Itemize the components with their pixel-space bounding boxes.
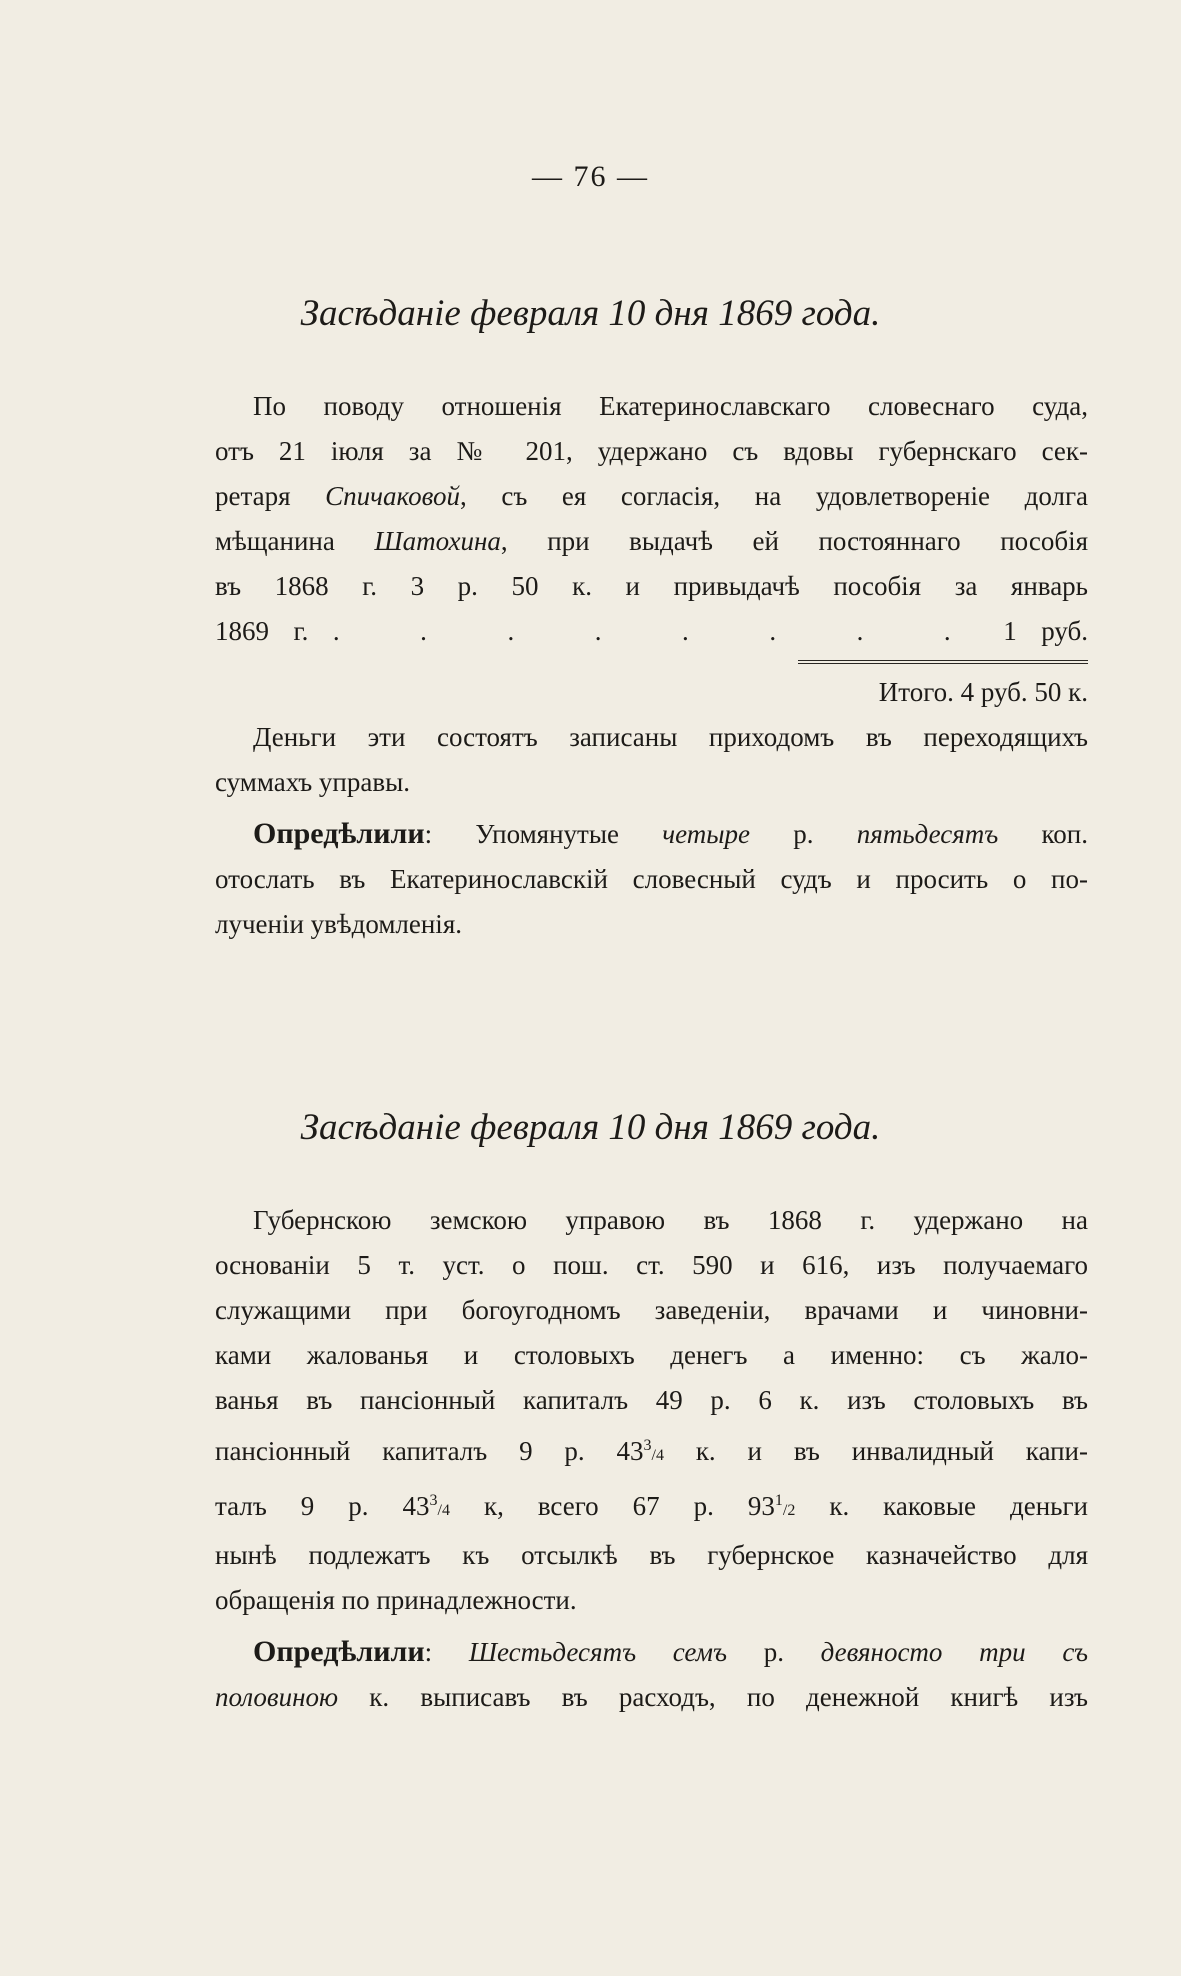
- text-line: служащими при богоугодномъ заведеніи, врачами и чиновни-: [215, 1295, 1088, 1325]
- text-line: Губернскою земскою управою въ 1868 г. удержано на: [253, 1205, 1088, 1235]
- section-2-heading: Засѣданіе февраля 10 дня 1869 года.: [300, 1107, 881, 1148]
- section-1-body: [215, 384, 1088, 947]
- text-line: ванья въ пансіонный капиталъ 49 р. 6 к. изъ столовыхъ въ: [215, 1385, 1088, 1415]
- text-line: отъ 21 іюля за № 201, удержано съ вдовы губернскаго сек-: [215, 436, 1088, 466]
- text-line: ретаря Спичаковой, съ ея согласія, на удовлетвореніе долга: [215, 481, 1088, 511]
- resolution-line: Опредѣлили: Упомянутые четыре р. пятьдесятъ коп.: [253, 817, 1089, 850]
- text-line: 1869 г. . . . . . . . . 1 руб.: [215, 616, 1089, 646]
- text-line: талъ 9 р. $43^3/4$ к, всего 67 р. $93^1/2$ к. каковые деньги: [215, 1491, 1088, 1521]
- text-line: нынѣ подлежатъ къ отсылкѣ въ губернское казначейство для: [215, 1540, 1088, 1570]
- text-line: отослать въ Екатеринославскій словесный судъ и просить о по-: [215, 864, 1088, 894]
- text-line: половиною к. выписавъ въ расходъ, по денежной книгѣ изъ: [215, 1682, 1088, 1712]
- total-line: Итого. 4 руб. 50 к.: [878, 677, 1088, 707]
- text-line: По поводу отношенія Екатеринославскаго словеснаго суда,: [253, 391, 1088, 421]
- text-line: пансіонный капиталъ 9 р. $43^3/4$ к. и въ инвалидный капи-: [215, 1436, 1088, 1466]
- resolution-line: Опредѣлили: Шестьдесятъ семъ р. девяносто три съ: [253, 1635, 1089, 1668]
- section-2-body: [215, 1198, 1088, 1720]
- text-line: основаніи 5 т. уст. о пош. ст. 590 и 616, изъ получаемаго: [215, 1250, 1088, 1280]
- text-line: обращенія по принадлежности.: [215, 1585, 577, 1615]
- page-number: — 76 —: [532, 160, 649, 193]
- text-line: ками жалованья и столовыхъ денегъ а именно: съ жало-: [215, 1340, 1088, 1370]
- text-line: Деньги эти состоятъ записаны приходомъ въ переходящихъ: [253, 722, 1088, 752]
- text-line: мѣщанина Шатохина, при выдачѣ ей постояннаго пособія: [215, 526, 1088, 556]
- section-1-heading: Засѣданіе февраля 10 дня 1869 года.: [300, 293, 881, 334]
- text-line: лученіи увѣдомленія.: [215, 909, 462, 939]
- total-rule: [798, 660, 1088, 664]
- text-line: суммахъ управы.: [215, 767, 410, 797]
- text-line: въ 1868 г. 3 р. 50 к. и привыдачѣ пособія за январь: [215, 571, 1088, 601]
